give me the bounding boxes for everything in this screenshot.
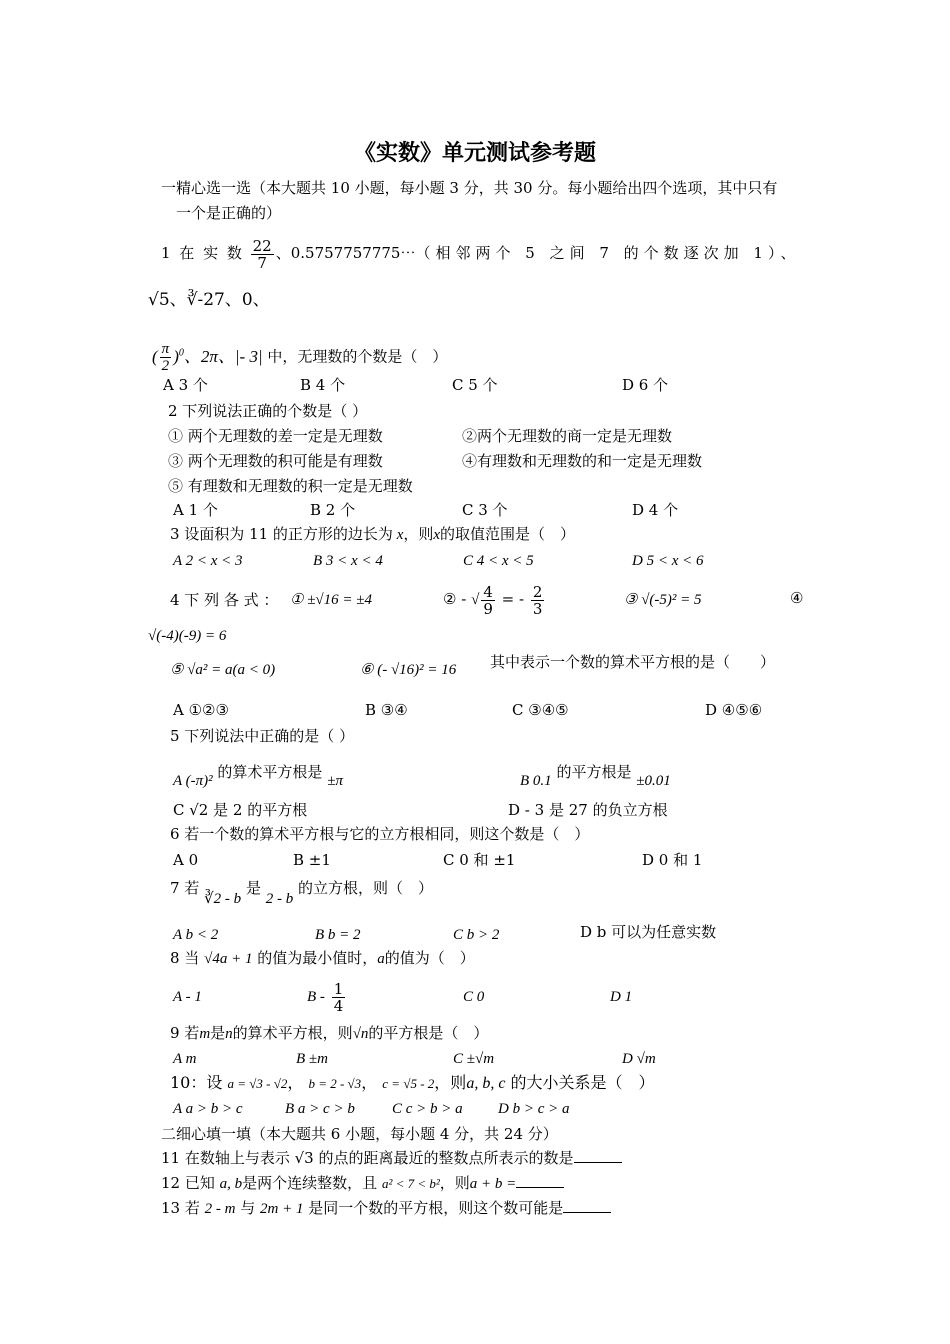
q5-option-a-expr: A (-π)² (173, 773, 213, 789)
q5-option-c[interactable]: C √2 是 2 的平方根 (173, 801, 308, 819)
q3-stem-a: 3 设面积为 11 的正方形的边长为 (170, 525, 393, 543)
q8-stem-b: 的值为最小值时， (257, 949, 378, 967)
q13-stem-b: 与 (240, 1199, 256, 1217)
q2-statement-3: ③ 两个无理数的积可能是有理数 (168, 452, 383, 470)
q8-option-b[interactable]: B - $\frac{1}{4}$ (307, 979, 344, 1015)
q10-c-definition: c = √5 - 2 (382, 1076, 435, 1091)
q2-option-b[interactable]: B 2 个 (310, 501, 356, 519)
q10-option-c[interactable]: C c > b > a (392, 1101, 463, 1117)
q4-item-5: ⑤ √a² = a(a < 0) (170, 662, 276, 678)
q2-option-a[interactable]: A 1 个 (173, 501, 218, 519)
q7-stem-a: 7 若 (170, 879, 200, 897)
q10-option-a[interactable]: A a > b > c (173, 1101, 243, 1117)
q4-option-b[interactable]: B ③④ (365, 701, 408, 719)
q9-stem-b: 是 (210, 1024, 226, 1042)
page-title: 《实数》单元测试参考题 (353, 140, 596, 166)
q5-option-a-value: ±π (327, 773, 343, 789)
q3-option-d[interactable]: D 5 < x < 6 (632, 553, 704, 569)
q2-option-c[interactable]: C 3 个 (462, 501, 508, 519)
q5-stem: 5 下列说法中正确的是（ ） (170, 727, 355, 745)
section1-heading-cont: 一个是正确的） (176, 204, 282, 222)
q1-fraction: $\frac{22}{7}$ (252, 236, 272, 272)
q2-stem: 2 下列说法正确的个数是（ ） (168, 402, 368, 420)
q13 (161, 1198, 611, 1219)
q10-stem-a: 10：设 (170, 1073, 223, 1092)
q10-stem-c: 的大小关系是（ ） (510, 1073, 655, 1092)
q13-expression-2: 2m + 1 (260, 1201, 304, 1217)
q6-option-a[interactable]: A 0 (173, 851, 199, 869)
q4-option-c[interactable]: C ③④⑤ (512, 701, 569, 719)
q2-statement-4: ④有理数和无理数的和一定是无理数 (462, 452, 703, 470)
q5-option-b[interactable] (520, 752, 671, 801)
q9-option-d[interactable]: D √m (622, 1051, 656, 1067)
q12-stem-b: 是两个连续整数，且 (242, 1174, 378, 1192)
q6-option-c[interactable]: C 0 和 ±1 (443, 851, 516, 869)
q3-option-a[interactable]: A 2 < x < 3 (173, 553, 243, 569)
q4-item-6: ⑥ (- √16)² = 16 (360, 662, 457, 678)
q4-prefix: 4 下 列 各 式 ： (170, 591, 279, 609)
q8-stem: 8 当 √4a + 1 的值为最小值时，a的值为（ ） (170, 949, 475, 967)
q6-option-b[interactable]: B ±1 (293, 851, 331, 869)
q12-vars: a, b (219, 1176, 243, 1192)
q7-value: 2 - b (265, 891, 294, 907)
q5-option-b-value: ±0.01 (636, 773, 671, 789)
q4-item-4: √(-4)(-9) = 6 (148, 628, 227, 644)
q12-answer-blank[interactable] (516, 1173, 564, 1188)
q5-option-d[interactable]: D - 3 是 27 的负立方根 (508, 801, 668, 819)
q12-sum: a + b = (469, 1176, 517, 1192)
q12 (161, 1173, 564, 1194)
q3-stem: 3 设面积为 11 的正方形的边长为 x，则x的取值范围是（ ） (170, 525, 576, 543)
q13-expression-1: 2 - m (204, 1201, 236, 1217)
q5-option-a-text: 的算术平方根是 (217, 763, 323, 781)
q11 (161, 1148, 622, 1168)
q1-note: （相邻两个 5 之间 7 的个数逐次加 1）、 (415, 244, 801, 262)
q1-line1 (161, 230, 800, 276)
q10-stem-b: ，则 (434, 1073, 467, 1092)
q3-option-b[interactable]: B 3 < x < 4 (313, 553, 383, 569)
q10-stem: 10：设 a = √3 - √2， b = 2 - √3， c = √5 - 2，则a, b, c 的大小关系是（ ） (170, 1073, 655, 1092)
q1-expression: ( $\frac{\pi}{2}$ )$^0$、2π、|- 3| (152, 341, 263, 375)
q8-option-c[interactable]: C 0 (463, 989, 485, 1005)
q11-stem: 11 在数轴上与表示 √3 的点的距离最近的整数点所表示的数是 (161, 1149, 574, 1167)
q9-option-a[interactable]: A m (173, 1051, 197, 1067)
q7-option-d[interactable]: D b 可以为任意实数 (580, 923, 717, 941)
q1-option-b[interactable]: B 4 个 (300, 376, 346, 394)
q7-stem-c: 的立方根，则（ ） (298, 879, 434, 897)
q8-option-b-label: B - (307, 989, 325, 1005)
q1-option-d[interactable]: D 6 个 (622, 376, 669, 394)
q9-option-c[interactable]: C ±√m (453, 1051, 495, 1067)
q4-item-2-mark: ② - (443, 590, 467, 608)
q4-item-1: ① ±√16 = ±4 (290, 592, 373, 608)
q4-item-4-mark: ④ (790, 589, 804, 607)
q8-option-a[interactable]: A - 1 (173, 989, 202, 1005)
q7-root: ∛2 - b (204, 891, 242, 907)
q4-item-2-eq: = - (501, 590, 525, 608)
q13-answer-blank[interactable] (563, 1198, 611, 1213)
q3-option-c[interactable]: C 4 < x < 5 (463, 553, 534, 569)
q1-decimal: 、0.5757757775⋯ (275, 244, 416, 262)
q8-stem-a: 8 当 (170, 949, 200, 967)
q9-stem: 9 若m是n的算术平方根，则√n的平方根是（ ） (170, 1024, 489, 1042)
q1-line3 (152, 330, 447, 380)
q2-option-d[interactable]: D 4 个 (632, 501, 679, 519)
q7-option-b[interactable]: B b = 2 (315, 927, 361, 943)
q1-prefix: 1 在 实 数 (161, 244, 244, 262)
q3-stem-c: 的取值范围是（ ） (440, 525, 576, 543)
q9-stem-d: 的平方根是（ ） (368, 1024, 489, 1042)
q12-stem-c: ，则 (439, 1174, 470, 1192)
q12-stem-a: 12 已知 (161, 1174, 215, 1192)
q10-option-d[interactable]: D b > c > a (498, 1101, 570, 1117)
q10-a-definition: a = √3 - √2 (227, 1076, 288, 1091)
q7-option-a[interactable]: A b < 2 (173, 927, 219, 943)
q2-statement-1: ① 两个无理数的差一定是无理数 (168, 427, 383, 445)
q2-statement-5: ⑤ 有理数和无理数的积一定是无理数 (168, 477, 413, 495)
q4-question: 其中表示一个数的算术平方根的是（ ） (490, 653, 776, 671)
section1-heading: 一精心选一选（本大题共 10 小题，每小题 3 分，共 30 分。每小题给出四个选项，其中只有 (161, 179, 778, 197)
q5-option-b-text: 的平方根是 (556, 763, 632, 781)
q8-stem-c: 的值为（ ） (384, 949, 475, 967)
q11-answer-blank[interactable] (574, 1148, 622, 1163)
q3-stem-b: ，则 (403, 525, 434, 543)
q8-root: √4a + 1 (204, 951, 253, 967)
q4-option-d[interactable]: D ④⑤⑥ (705, 701, 763, 719)
q9-stem-c: 的算术平方根，则 (232, 1024, 353, 1042)
q10-b-definition: b = 2 - √3 (308, 1076, 362, 1091)
q4-item-3: ③ √(-5)² = 5 (624, 592, 702, 608)
q1-line2: √5、∛-27、0、 (148, 290, 270, 310)
q13-stem-c: 是同一个数的平方根，则这个数可能是 (308, 1199, 564, 1217)
q9-stem-a: 9 若 (170, 1024, 200, 1042)
q12-inequality: a² < 7 < b² (381, 1176, 440, 1191)
q4-option-a[interactable]: A ①②③ (173, 701, 229, 719)
q1-question: 中，无理数的个数是（ ） (267, 347, 448, 366)
q1-option-c[interactable]: C 5 个 (452, 376, 498, 394)
q6-stem: 6 若一个数的算术平方根与它的立方根相同，则这个数是（ ） (170, 825, 590, 843)
q4-item-2: ② - √ $\frac{4}{9}$ = - $\frac{2}{3}$ (443, 582, 543, 618)
q8-option-d[interactable]: D 1 (610, 989, 633, 1005)
q2-statement-2: ②两个无理数的商一定是无理数 (462, 427, 673, 445)
q7-stem-b: 是 (245, 879, 261, 897)
q5-option-a[interactable] (173, 752, 343, 801)
q6-option-d[interactable]: D 0 和 1 (642, 851, 703, 869)
q5-option-b-expr: B 0.1 (520, 773, 552, 789)
q10-vars: a, b, c (466, 1075, 506, 1092)
q7-stem (170, 876, 433, 911)
q9-option-b[interactable]: B ±m (296, 1051, 328, 1067)
q13-stem-a: 13 若 (161, 1199, 200, 1217)
q7-option-c[interactable]: C b > 2 (453, 927, 500, 943)
section2-heading: 二细心填一填（本大题共 6 小题，每小题 4 分，共 24 分） (161, 1125, 558, 1143)
q1-option-a[interactable]: A 3 个 (163, 376, 208, 394)
q10-option-b[interactable]: B a > c > b (285, 1101, 355, 1117)
